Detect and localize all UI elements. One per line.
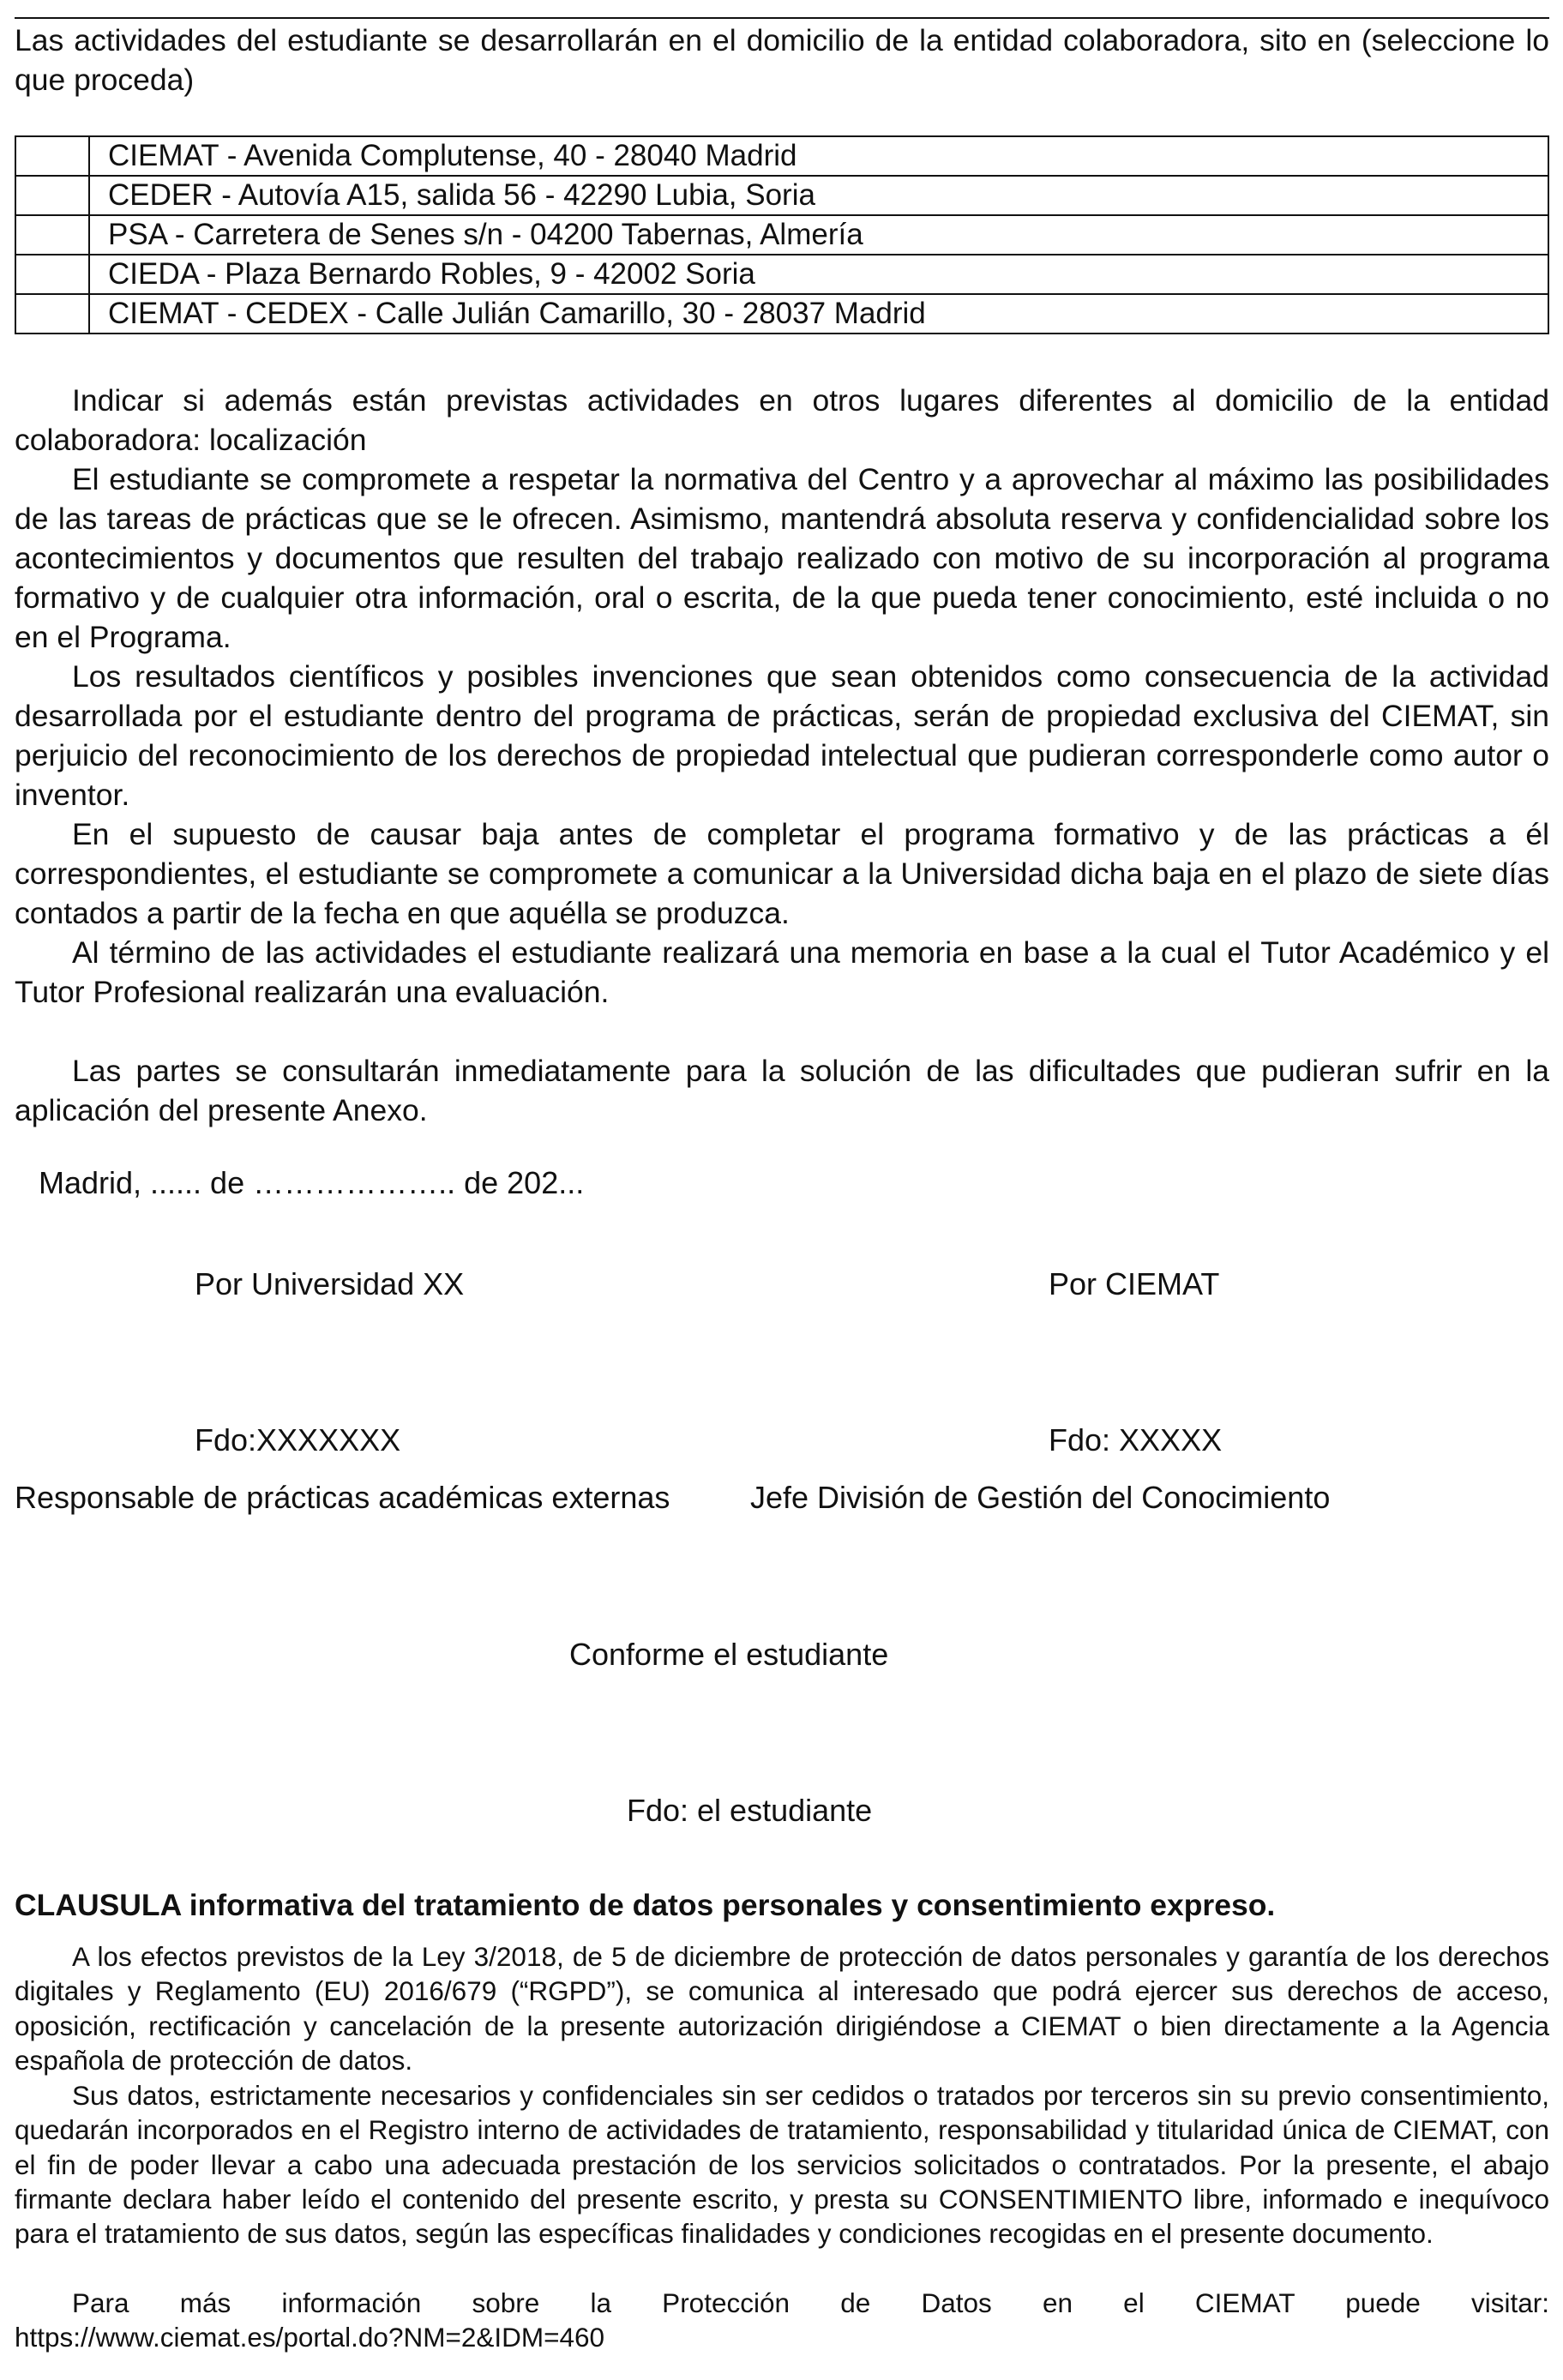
- clause-paragraph-rights: [15, 1939, 1549, 2077]
- intro-paragraph: Las actividades del estudiante se desarrollarán en el domicilio de la entidad colaboradora, sito en (seleccione lo que proceda): [15, 23, 1549, 97]
- locations-table: [15, 135, 1549, 334]
- signature-role-university: Responsable de prácticas académicas externas: [15, 1480, 670, 1515]
- signature-role-ciemat: Jefe División de Gestión del Conocimiento: [750, 1480, 1331, 1515]
- paragraph-text: En el supuesto de causar baja antes de completar el programa formativo y de las prácticas a él correspondientes, el estudiante se compromete a comunicar a la Universidad dicha baja en el plazo de siete días contados a partir de la fecha en que aquélla se produzca.: [15, 817, 1549, 930]
- location-label: CEDER - Autovía A15, salida 56 - 42290 Lubia, Soria: [89, 176, 1548, 215]
- paragraph-text: El estudiante se compromete a respetar la normativa del Centro y a aprovechar al máximo las posibilidades de las tareas de prácticas que se le ofrecen. Asimismo, mantendrá absoluta reserva y confidencialidad sobre los acontecimientos y documentos que resulten del trabajo realizado con motivo de su incorporación al programa formativo y de cualquier otra información, oral o escrita, de la que pueda tener conocimiento, esté incluida o no en el Programa.: [15, 462, 1549, 654]
- clause-paragraph-more-info: [15, 2286, 1549, 2320]
- paragraph-text: Las partes se consultarán inmediatamente para la solución de las dificultades que pudieran sufrir en la aplicación del presente Anexo.: [15, 1054, 1549, 1127]
- location-checkbox-cell[interactable]: [15, 255, 89, 294]
- location-row: [15, 255, 1548, 294]
- student-conforme: Conforme el estudiante: [569, 1637, 889, 1672]
- paragraph-report: [15, 933, 1549, 1012]
- paragraph-text: Los resultados científicos y posibles invenciones que sean obtenidos como consecuencia de la actividad desarrollada por el estudiante dentro del programa de prácticas, serán de propiedad exclusiva del CIEMAT, sin perjuicio del reconocimiento de los derechos de propiedad intelectual que pudieran corresponderle como autor o inventor.: [15, 659, 1549, 812]
- location-checkbox-cell[interactable]: [15, 294, 89, 334]
- location-checkbox-cell[interactable]: [15, 136, 89, 176]
- location-row: [15, 136, 1548, 176]
- signature-party-ciemat: Por CIEMAT: [1049, 1266, 1220, 1301]
- place-date: Madrid, ...... de ……………….. de 202...: [39, 1165, 585, 1200]
- clause-text: Sus datos, estrictamente necesarios y confidenciales sin ser cedidos o tratados por terceros sin su previo consentimiento, quedarán incorporados en el Registro interno de actividades de tratamiento, responsabilidad y titularidad única de CIEMAT, con el fin de poder llevar a cabo una adecuada prestación de los servicios solicitados o contratados. Por la presente, el abajo firmante declara haber leído el contenido del presente escrito, y presta su CONSENTIMIENTO libre, informado e inequívoco para el tratamiento de sus datos, según las específicas finalidades y condiciones recogidas en el presente documento.: [15, 2080, 1549, 2250]
- location-label: CIEMAT - Avenida Complutense, 40 - 28040 Madrid: [89, 136, 1548, 176]
- location-label: CIEMAT - CEDEX - Calle Julián Camarillo, 30 - 28037 Madrid: [89, 294, 1548, 334]
- paragraph-commitment: [15, 460, 1549, 657]
- clause-url-line: [15, 2320, 1549, 2354]
- location-row: [15, 176, 1548, 215]
- paragraph-withdrawal: [15, 814, 1549, 933]
- clause-title: CLAUSULA informativa del tratamiento de datos personales y consentimiento expreso.: [15, 1888, 1276, 1922]
- signature-fdo-ciemat: Fdo: XXXXX: [1049, 1422, 1223, 1457]
- paragraph-other-locations: [15, 381, 1549, 460]
- location-label: CIEDA - Plaza Bernardo Robles, 9 - 42002 Soria: [89, 255, 1548, 294]
- location-row: [15, 215, 1548, 255]
- student-fdo: Fdo: el estudiante: [627, 1793, 873, 1828]
- paragraph-text: Indicar si además están previstas actividades en otros lugares diferentes al domicilio de la entidad colaboradora: localización: [15, 383, 1549, 457]
- signature-fdo-university: Fdo:XXXXXXX: [195, 1422, 401, 1457]
- clause-paragraph-consent: [15, 2078, 1549, 2251]
- signature-party-university: Por Universidad XX: [195, 1266, 465, 1301]
- clause-text: A los efectos previstos de la Ley 3/2018, de 5 de diciembre de protección de datos personales y garantía de los derechos digitales y Reglamento (EU) 2016/679 (“RGPD”), se comunica al interesado que podrá ejercer sus derechos de acceso, oposición, rectificación y cancelación de la presente autorización dirigiéndose a CIEMAT o bien directamente a la Agencia española de protección de datos.: [15, 1941, 1549, 2076]
- paragraph-consultation: [15, 1051, 1549, 1130]
- location-row: [15, 294, 1548, 334]
- paragraph-text: Al término de las actividades el estudiante realizará una memoria en base a la cual el Tutor Académico y el Tutor Profesional realizarán una evaluación.: [15, 935, 1549, 1009]
- location-checkbox-cell[interactable]: [15, 215, 89, 255]
- privacy-url-link[interactable]: https://www.ciemat.es/portal.do?NM=2&IDM=460: [15, 2322, 605, 2353]
- location-label: PSA - Carretera de Senes s/n - 04200 Tabernas, Almería: [89, 215, 1548, 255]
- paragraph-results: [15, 657, 1549, 814]
- top-rule: [15, 17, 1549, 19]
- clause-text: Para más información sobre la Protección de Datos en el CIEMAT puede visitar:: [72, 2287, 1549, 2318]
- location-checkbox-cell[interactable]: [15, 176, 89, 215]
